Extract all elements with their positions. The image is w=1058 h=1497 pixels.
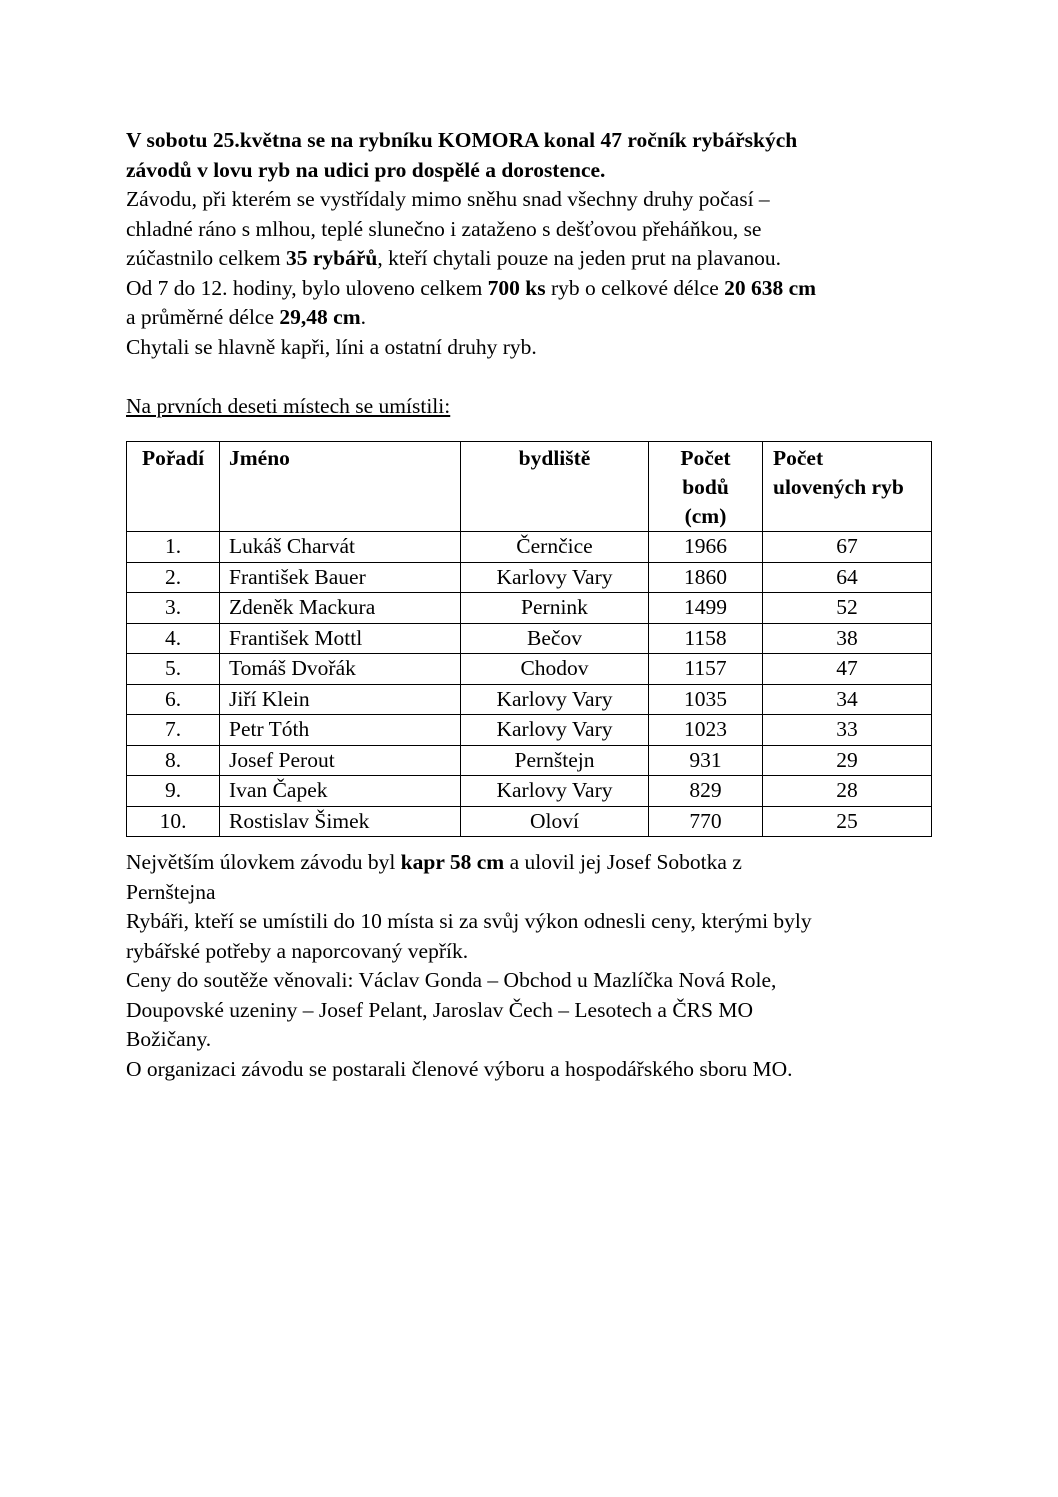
table-row [127,562,932,593]
table-row [127,715,932,746]
total-length: 20 638 cm [724,275,817,300]
cell-count: 29 [763,745,932,776]
text-span: , kteří chytali pouze na jeden prut na plavanou. [377,246,781,270]
table-caption: Na prvních deseti místech se umístili: [126,393,451,418]
cell-rank: 7. [127,715,220,746]
cell-rank: 4. [127,623,220,654]
cell-city: Karlovy Vary [461,776,649,807]
cell-count: 52 [763,593,932,624]
text-line: Doupovské uzeniny – Josef Pelant, Jaroslav Čech – Lesotech a ČRS MO [126,997,753,1022]
table-row [127,806,932,837]
heading-line: závodů v lovu ryb na udici pro dospělé a dorostence. [126,157,606,182]
cell-name: Jiří Klein [220,684,461,715]
cell-city: Karlovy Vary [461,684,649,715]
cell-count: 67 [763,532,932,563]
cell-points: 1157 [649,654,763,685]
text-line [126,274,936,304]
cell-points: 829 [649,776,763,807]
cell-name: Ivan Čapek [220,776,461,807]
header-city: bydliště [461,442,649,532]
cell-points: 1158 [649,623,763,654]
article-heading [126,126,936,185]
cell-city: Oloví [461,806,649,837]
text-line: Ceny do soutěže věnovali: Václav Gonda – Obchod u Mazlíčka Nová Role, [126,968,777,992]
cell-rank: 6. [127,684,220,715]
table-row [127,593,932,624]
cell-rank: 1. [127,532,220,563]
text-line: rybářské potřeby a naporcovaný vepřík. [126,938,469,963]
biggest-catch: kapr 58 cm [400,850,505,874]
average-length: 29,48 cm [279,305,361,329]
cell-points: 1499 [649,593,763,624]
text-line: Pernštejna [126,879,216,904]
text-span: . [360,305,366,329]
text-span: a ulovil jej Josef Sobotka z [504,850,742,874]
cell-points: 1966 [649,532,763,563]
text-line [126,303,936,333]
cell-city: Chodov [461,654,649,685]
cell-points: 1035 [649,684,763,715]
header-points [649,442,763,532]
cell-city: Bečov [461,623,649,654]
cell-name: František Bauer [220,562,461,593]
text-line: Rybáři, kteří se umístili do 10 místa si za svůj výkon odnesli ceny, kterými byly [126,909,812,933]
cell-city: Karlovy Vary [461,562,649,593]
cell-points: 1860 [649,562,763,593]
intro-paragraph [126,185,936,362]
header-count-line: ulovených ryb [773,475,904,499]
cell-name: Lukáš Charvát [220,532,461,563]
text-span: Největším úlovkem závodu byl [126,850,401,874]
closing-paragraph [126,848,936,1084]
cell-name: Petr Tóth [220,715,461,746]
text-span: zúčastnilo celkem [126,246,286,270]
cell-city: Černčice [461,532,649,563]
cell-points: 1023 [649,715,763,746]
text-line: Chytali se hlavně kapři, líni a ostatní druhy ryb. [126,334,537,359]
text-line [126,244,936,274]
cell-count: 28 [763,776,932,807]
table-row [127,684,932,715]
cell-city: Pernštejn [461,745,649,776]
text-span: Od 7 do 12. hodiny, bylo uloveno celkem [126,275,488,300]
header-points-line: Počet [680,446,731,470]
table-row [127,745,932,776]
cell-rank: 5. [127,654,220,685]
header-rank: Pořadí [127,442,220,532]
header-count-line: Počet [773,446,824,470]
text-line: Božičany. [126,1027,212,1051]
header-name: Jméno [220,442,461,532]
header-points-line: bodů [682,475,729,499]
table-body [127,532,932,837]
header-count [763,442,932,532]
text-span: ryb o celkové délce [545,275,725,300]
cell-count: 64 [763,562,932,593]
cell-name: Josef Perout [220,745,461,776]
text-line: Závodu, při kterém se vystřídaly mimo sněhu snad všechny druhy počasí – [126,187,770,211]
heading-line: V sobotu 25.května se na rybníku KOMORA konal 47 ročník rybářských [126,128,798,152]
cell-name: Rostislav Šimek [220,806,461,837]
cell-rank: 2. [127,562,220,593]
text-line [126,848,936,878]
text-line: chladné ráno s mlhou, teplé slunečno i zataženo s dešťovou přeháňkou, se [126,216,762,241]
cell-rank: 10. [127,806,220,837]
cell-count: 33 [763,715,932,746]
cell-city: Pernink [461,593,649,624]
cell-count: 34 [763,684,932,715]
spacer [126,362,936,392]
header-points-line: (cm) [684,504,727,528]
cell-count: 47 [763,654,932,685]
cell-rank: 3. [127,593,220,624]
angler-count: 35 rybářů [286,246,378,270]
fish-count: 700 ks [487,275,546,300]
cell-rank: 9. [127,776,220,807]
table-header-row [127,442,932,532]
cell-name: Zdeněk Mackura [220,593,461,624]
text-span: a průměrné délce [126,305,280,329]
cell-count: 38 [763,623,932,654]
table-row [127,654,932,685]
table-row [127,532,932,563]
article [126,126,936,421]
table-row [127,623,932,654]
cell-name: František Mottl [220,623,461,654]
cell-points: 931 [649,745,763,776]
results-table [126,441,932,837]
text-line: O organizaci závodu se postarali členové výboru a hospodářského sboru MO. [126,1056,793,1081]
cell-name: Tomáš Dvořák [220,654,461,685]
cell-count: 25 [763,806,932,837]
cell-points: 770 [649,806,763,837]
cell-city: Karlovy Vary [461,715,649,746]
table-row [127,776,932,807]
cell-rank: 8. [127,745,220,776]
